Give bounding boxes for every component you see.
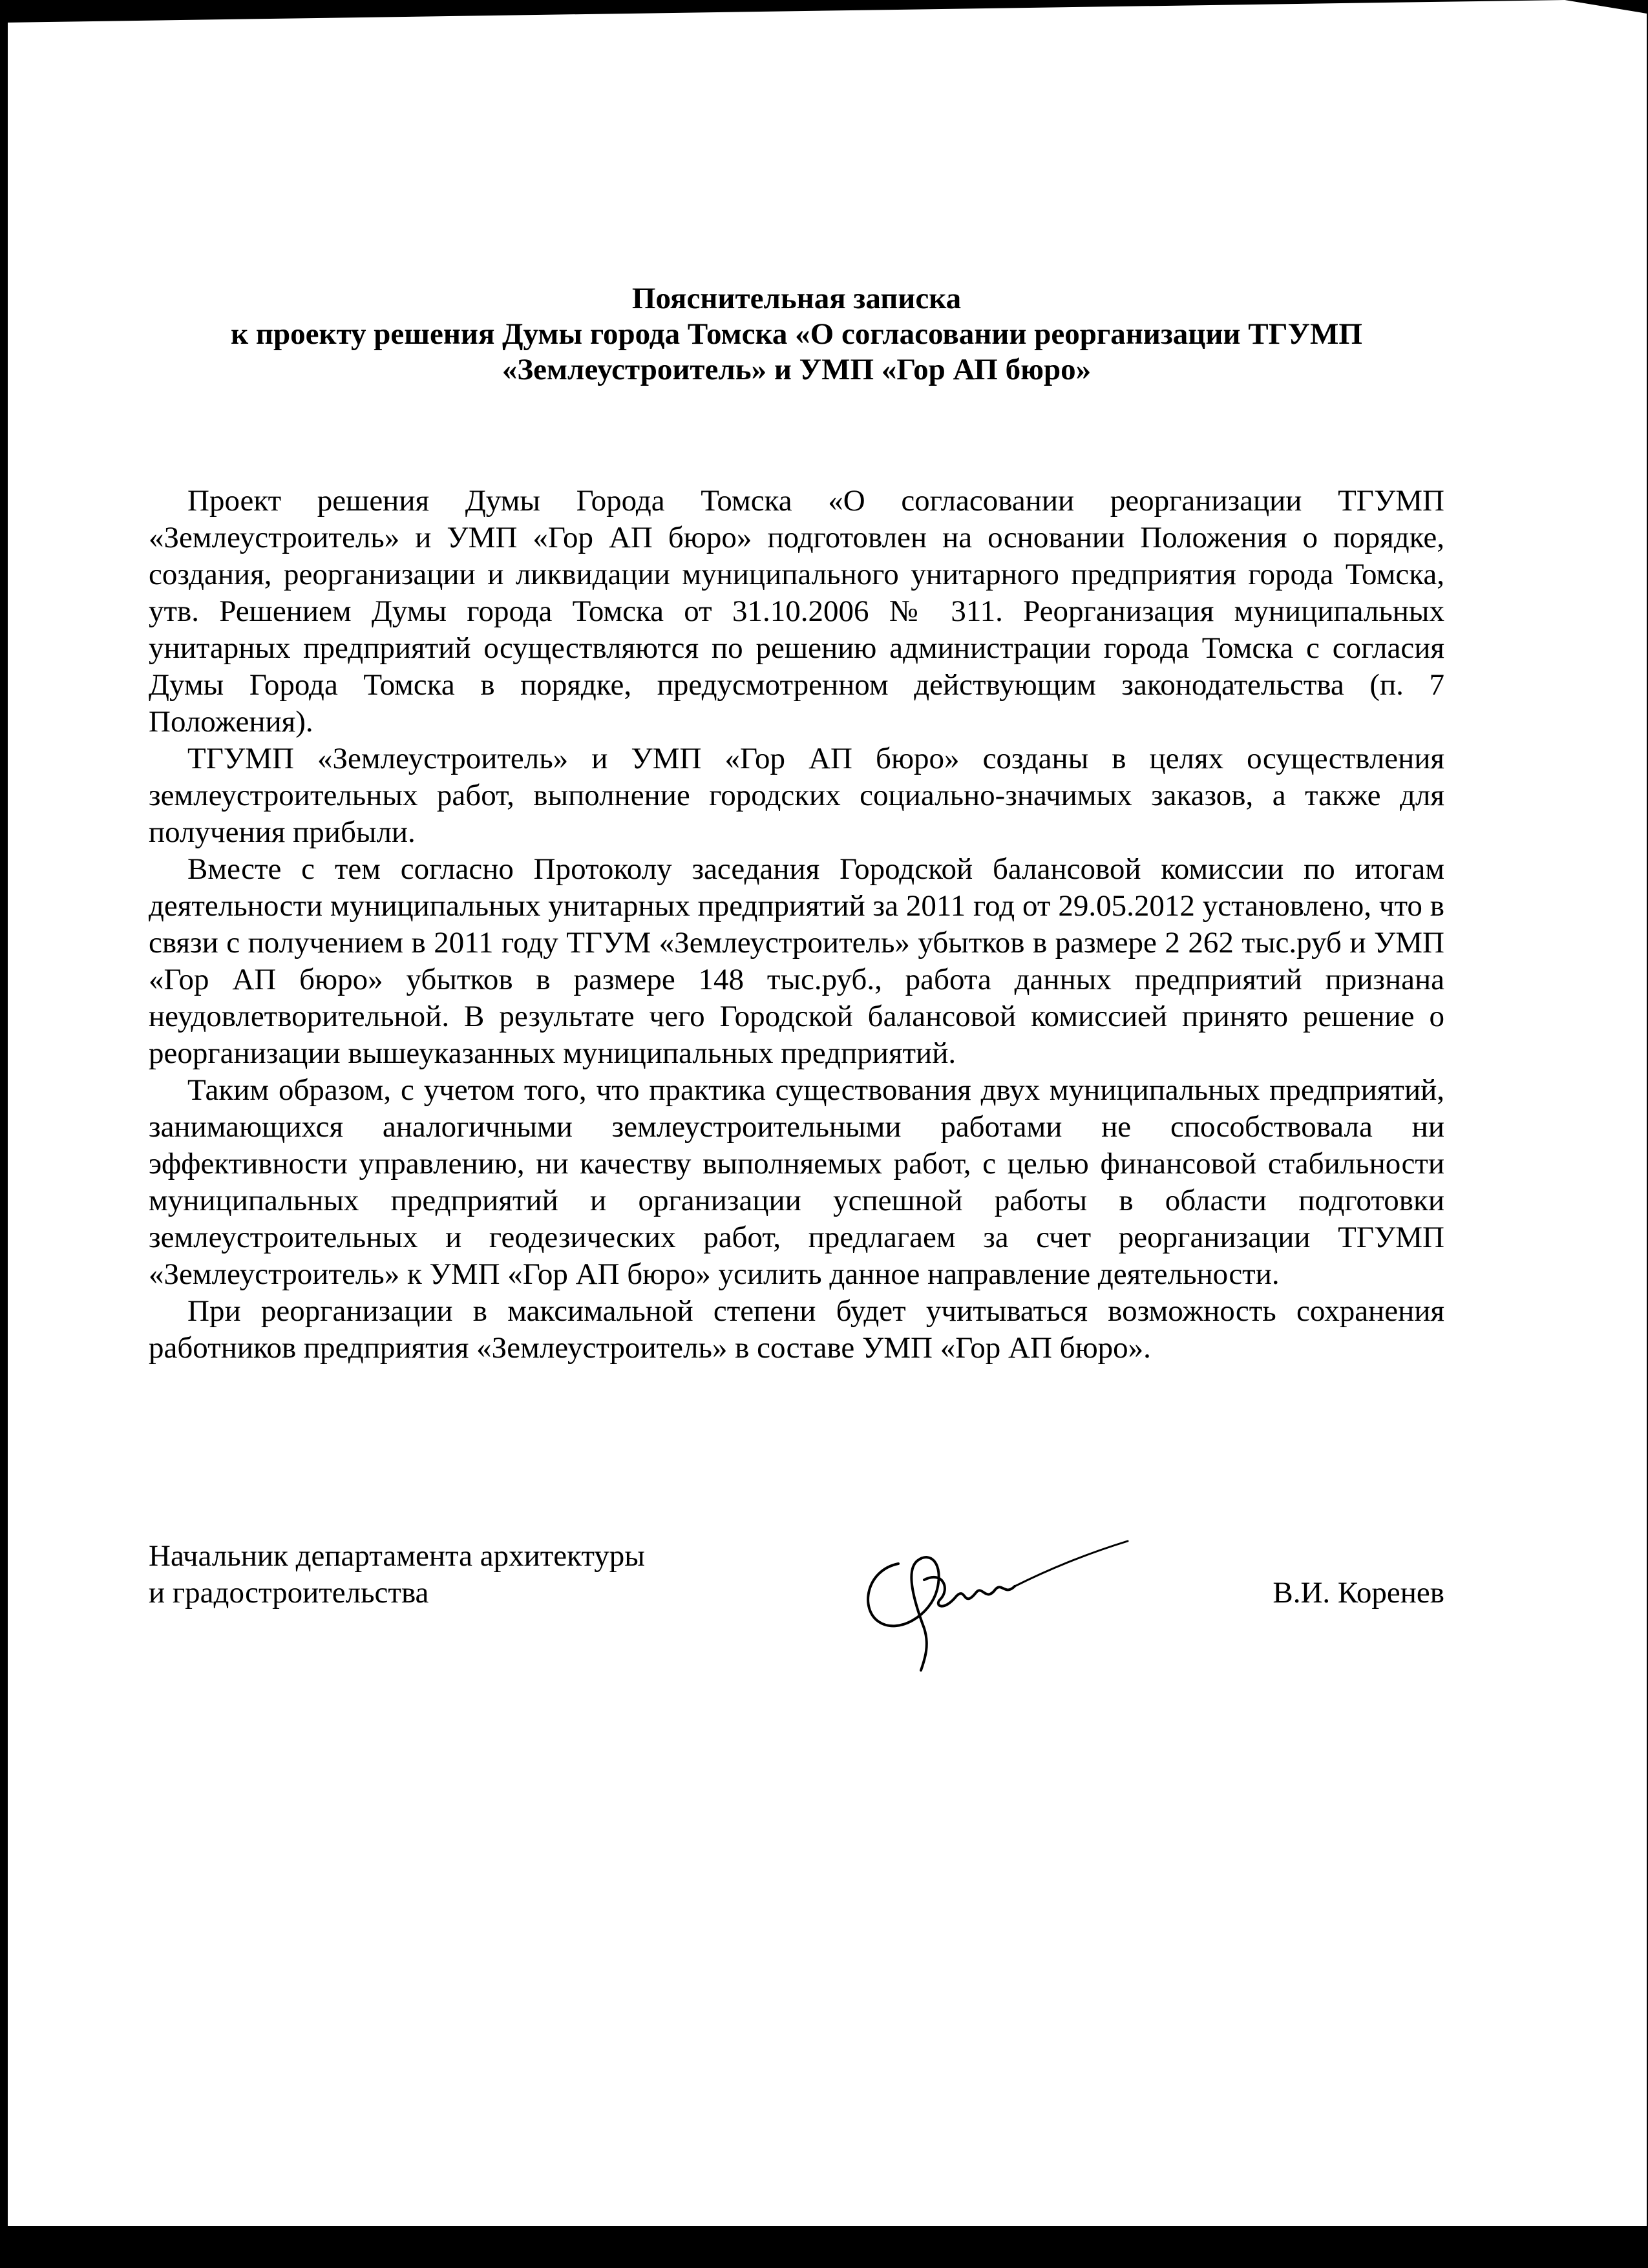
signatory-position bbox=[149, 1538, 645, 1612]
paragraph-3: Вместе с тем согласно Протоколу заседания Городской балансовой комиссии по итогам деятельности муниципальных унитарных предприятий за 2011 год от 29.05.2012 установлено, что в связи с получением в 2011 году ТГУМ «Землеустроитель» убытков в размере 2 262 тыс.руб и УМП «Гор АП бюро» убытков в размере 148 тыс.руб., работа данных предприятий признана неудовлетворительной. В результате чего Городской балансовой комиссией принято решение о реорганизации вышеуказанных муниципальных предприятий. bbox=[149, 852, 1444, 1070]
document-body bbox=[149, 483, 1444, 1367]
paragraph-5: При реорганизации в максимальной степени будет учитываться возможность сохранения работников предприятия «Землеустроитель» в составе УМП «Гор АП бюро». bbox=[149, 1294, 1444, 1365]
signature-block bbox=[149, 1538, 1444, 1667]
paragraph-4: Таким образом, с учетом того, что практика существования двух муниципальных предприятий, занимающихся аналогичными землеустроительными работами не способствовала ни эффективности управлению, ни качеству выполняемых работ, с целью финансовой стабильности муниципальных предприятий и организации успешной работы в области подготовки землеустроительных и геодезических работ, предлагаем за счет реорганизации ТГУМП «Землеустроитель» к УМП «Гор АП бюро» усилить данное направление деятельности. bbox=[149, 1073, 1444, 1291]
signatory-position-line-1: Начальник департамента архитектуры bbox=[149, 1539, 645, 1573]
document-content bbox=[149, 281, 1444, 1367]
paragraph-2: ТГУМП «Землеустроитель» и УМП «Гор АП бюро» созданы в целях осуществления землеустроительных работ, выполнение городских социально-значимых заказов, а также для получения прибыли. bbox=[149, 742, 1444, 849]
title-line-2: к проекту решения Думы города Томска «О согласовании реорганизации ТГУМП bbox=[231, 317, 1362, 351]
title-line-1: Пояснительная записка bbox=[631, 282, 962, 315]
signatory-position-line-2: и градостроительства bbox=[149, 1576, 429, 1610]
title-line-3: «Землеустроитель» и УМП «Гор АП бюро» bbox=[502, 353, 1092, 386]
paragraph-1: Проект решения Думы Города Томска «О согласовании реорганизации ТГУМП «Землеустроитель» и УМП «Гор АП бюро» подготовлен на основании Положения о порядке, создания, реорганизации и ликвидации муниципального унитарного предприятия города Томска, утв. Решением Думы города Томска от 31.10.2006 № 311. Реорганизация муниципальных унитарных предприятий осуществляются по решению администрации города Томска с согласия Думы Города Томска в порядке, предусмотренном действующим законодательства (п. 7 Положения). bbox=[149, 484, 1444, 739]
signatory-name: В.И. Коренев bbox=[1273, 1576, 1444, 1610]
document-title bbox=[149, 281, 1444, 388]
handwritten-signature bbox=[853, 1525, 1131, 1674]
scan-bottom-border bbox=[0, 2226, 1648, 2268]
